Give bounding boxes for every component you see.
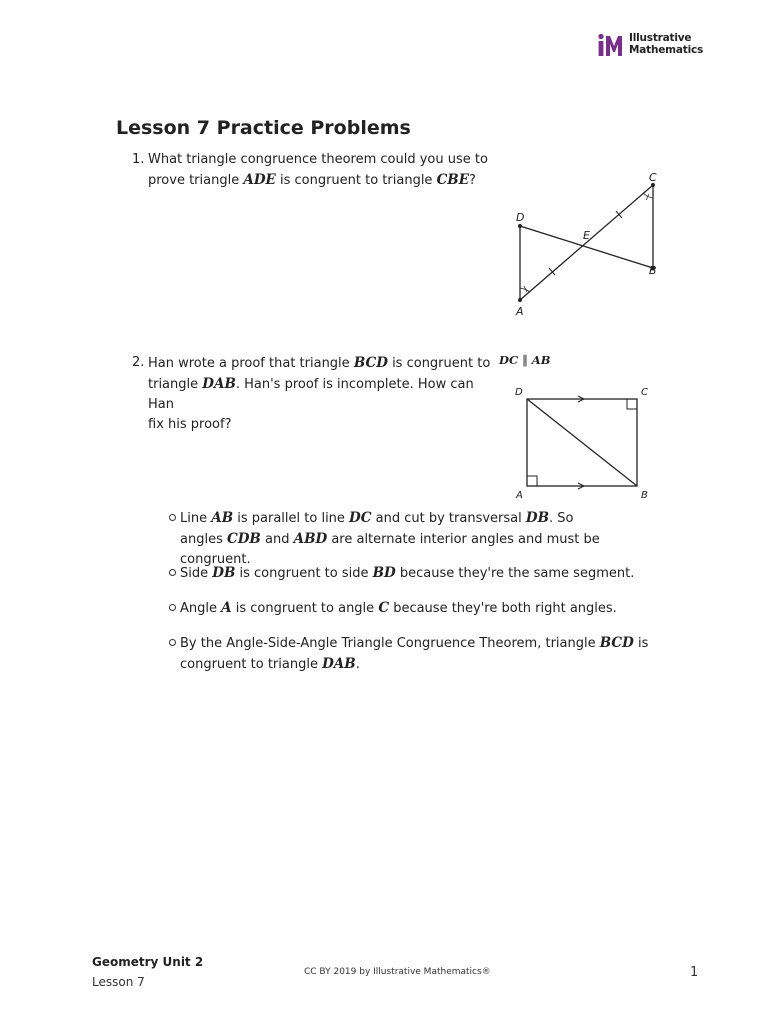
logo-wordmark: [629, 33, 703, 56]
label-a: A: [516, 305, 524, 318]
logo-line2: Mathematics: [629, 43, 704, 56]
problem-2-text: [148, 353, 493, 435]
math-cbe: CBE: [436, 172, 470, 188]
opt1-t4: . So: [548, 511, 574, 526]
option-bullet: [169, 514, 176, 521]
option-2: [180, 563, 670, 584]
option-4: [180, 633, 670, 675]
opt1-t7: are alternate interior angles and must be congruent.: [180, 532, 600, 567]
problem-1-text-c: is congruent to triangle: [275, 173, 437, 188]
opt1-t5: angles: [180, 532, 227, 547]
label-a: A: [516, 490, 523, 501]
opt1-t1: Line: [180, 511, 212, 526]
opt3-t3: because they're both right angles.: [389, 601, 617, 616]
problem-2-text-d: . Han's proof is incomplete. How can Han: [148, 377, 474, 412]
opt4-t4: .: [355, 657, 360, 672]
math-ab: AB: [531, 353, 551, 367]
math-dc: DC: [349, 510, 372, 526]
footer-unit: Geometry Unit 2: [92, 955, 204, 969]
opt1-t3: and cut by transversal: [371, 511, 526, 526]
problem-2-text-c: triangle: [148, 377, 203, 392]
option-bullet: [169, 639, 176, 646]
math-dab: DAB: [322, 656, 356, 672]
problem-1-text-b: prove triangle: [148, 173, 244, 188]
opt1-t6: and: [260, 532, 294, 547]
im-logo-icon: [597, 33, 625, 57]
label-b: B: [641, 490, 648, 501]
point-d: [518, 224, 522, 228]
page-number: 1: [690, 965, 699, 980]
label-c: C: [641, 387, 648, 398]
problem-1-line-2: [148, 170, 488, 191]
right-angle-c: [627, 399, 637, 409]
label-b: B: [649, 264, 657, 277]
option-4-line-1: [180, 633, 670, 654]
opt3-t1: Angle: [180, 601, 222, 616]
math-ade: ADE: [243, 172, 276, 188]
problem-1-figure: [505, 165, 670, 320]
problem-2-line-1: [148, 353, 493, 374]
math-ab: AB: [211, 510, 234, 526]
given-statement: [499, 353, 550, 367]
opt4-t2: is: [633, 636, 649, 651]
math-abd: ABD: [293, 531, 328, 547]
option-4-line-2: [180, 654, 670, 675]
problem-1-line-1: What triangle congruence theorem could you use to: [148, 152, 488, 167]
logo-line1: Illustrative: [629, 32, 692, 44]
parallel-symbol: ∥: [518, 353, 532, 367]
illustrative-mathematics-logo: [597, 33, 707, 59]
problem-2-number: 2.: [132, 355, 145, 370]
option-1: [180, 508, 670, 570]
math-db: DB: [212, 565, 236, 581]
opt3-t2: is congruent to angle: [231, 601, 379, 616]
math-cdb: CDB: [226, 531, 261, 547]
label-e: E: [583, 229, 590, 242]
point-a: [518, 298, 522, 302]
opt2-t2: is congruent to side: [235, 566, 373, 581]
math-bcd: BCD: [353, 355, 388, 371]
problem-1-number: 1.: [132, 152, 145, 167]
option-1-line-1: [180, 508, 670, 529]
opt1-t2: is parallel to line: [233, 511, 350, 526]
math-c: C: [378, 600, 390, 616]
footer-lesson: Lesson 7: [92, 975, 145, 989]
problem-2-text-b: is congruent to: [387, 356, 491, 371]
label-d: D: [516, 211, 525, 224]
math-dab: DAB: [202, 376, 236, 392]
label-c: C: [649, 171, 657, 184]
math-db: DB: [525, 510, 549, 526]
math-a: A: [221, 600, 232, 616]
option-3: [180, 598, 670, 619]
math-bd: BD: [372, 565, 396, 581]
option-bullet: [169, 569, 176, 576]
opt4-t1: By the Angle-Side-Angle Triangle Congruence Theorem, triangle: [180, 636, 600, 651]
option-bullet: [169, 604, 176, 611]
problem-2-line-3: fix his proof?: [148, 417, 232, 432]
opt2-t3: because they're the same segment.: [395, 566, 635, 581]
math-bcd: BCD: [599, 635, 634, 651]
opt2-t1: Side: [180, 566, 213, 581]
problem-2-figure: [510, 382, 660, 504]
opt4-t3: congruent to triangle: [180, 657, 323, 672]
segment-ac: [520, 185, 653, 300]
footer-license: CC BY 2019 by Illustrative Mathematics®: [304, 967, 491, 977]
math-dc: DC: [499, 353, 519, 367]
label-d: D: [515, 387, 523, 398]
problem-2-text-a: Han wrote a proof that triangle: [148, 356, 354, 371]
right-angle-a: [527, 476, 537, 486]
diagonal-db: [527, 399, 637, 486]
page-title: Lesson 7 Practice Problems: [116, 117, 411, 139]
problem-2-line-2: [148, 374, 493, 415]
problem-1-text-d: ?: [469, 173, 476, 188]
problem-1-text: [148, 150, 488, 191]
